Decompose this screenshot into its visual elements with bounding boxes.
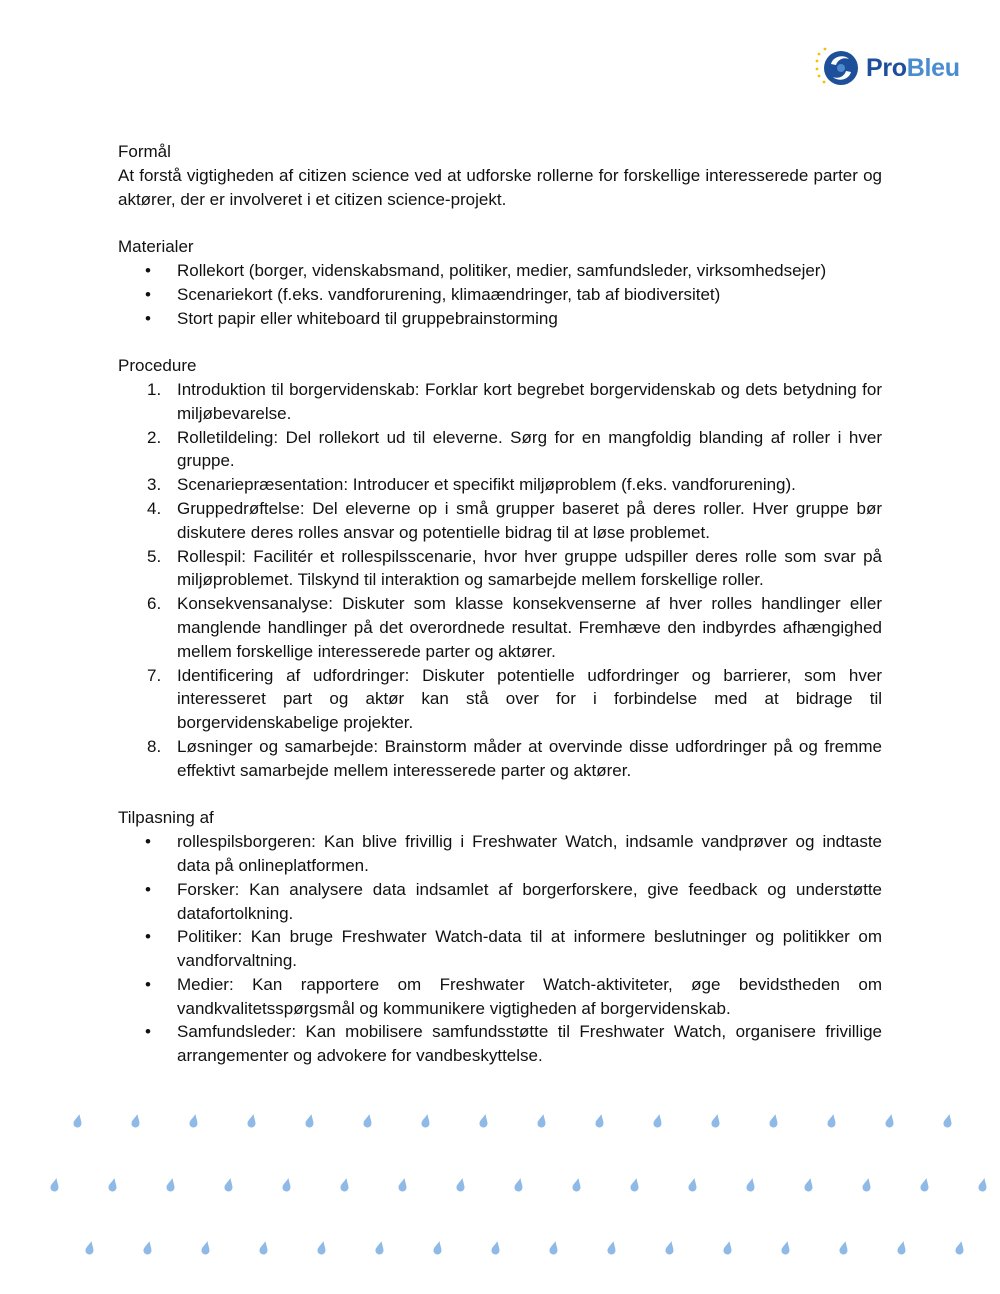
water-drop-icon: [862, 1177, 873, 1192]
list-item: [118, 378, 882, 426]
section-paragraph: At forstå vigtigheden af citizen science ved at udforske rollerne for forskellige interesserede parter og aktører, der er involveret i et citizen science-projekt.: [118, 165, 882, 209]
probleu-logo: [813, 44, 960, 92]
list-item: [118, 545, 882, 593]
list-number: 4.: [147, 498, 162, 518]
water-drop-icon: [73, 1113, 84, 1128]
water-drop-icon: [375, 1240, 386, 1255]
water-drop-icon: [955, 1240, 966, 1255]
water-drop-icon: [723, 1240, 734, 1255]
list-item: [118, 735, 882, 783]
water-drop-icon: [398, 1177, 409, 1192]
water-drop-icon: [433, 1240, 444, 1255]
list-number: 2.: [147, 427, 162, 447]
water-drop-icon: [711, 1113, 722, 1128]
list-item-text: Rollespil: Facilitér et rollespilsscenarie, hvor hver gruppe udspiller deres rolle som svar på miljøproblemet. Tilskynd til interaktion og samarbejde mellem forskellige roller.: [177, 546, 882, 590]
water-drop-icon: [572, 1177, 583, 1192]
water-drop-icon: [131, 1113, 142, 1128]
water-drop-icon: [769, 1113, 780, 1128]
bullet-list: [118, 259, 882, 330]
list-item-text: Gruppedrøftelse: Del eleverne op i små grupper baseret på deres roller. Hver gruppe bør diskutere deres rolles ansvar og potentielle bidrag til at løse problemet.: [177, 498, 882, 542]
water-drop-icon: [549, 1240, 560, 1255]
list-item-text: Identificering af udfordringer: Diskuter potentielle udfordringer og barrierer, som hver interesseret part og aktør kan stå over for i forbindelse med at bidrage til borgervidenskabelige projekter.: [177, 665, 882, 733]
water-drop-icon: [804, 1177, 815, 1192]
list-item: • rollespilsborgeren: Kan blive frivillig i Freshwater Watch, indsamle vandprøver og indtaste data på onlineplatformen.: [118, 830, 882, 878]
list-item: [118, 426, 882, 474]
list-item: • Medier: Kan rapportere om Freshwater Watch-aktiviteter, øge bevidstheden om vandkvalitetsspørgsmål og kommunikere vigtigheden af borgervidenskab.: [118, 973, 882, 1021]
list-item: • Samfundsleder: Kan mobilisere samfundsstøtte til Freshwater Watch, organisere frivillige arrangementer og advokere for vandbeskyttelse.: [118, 1020, 882, 1068]
water-drop-icon: [630, 1177, 641, 1192]
list-item: • Stort papir eller whiteboard til gruppebrainstorming: [118, 307, 882, 331]
section-heading: Tilpasning af: [118, 808, 214, 828]
water-drop-icon: [514, 1177, 525, 1192]
water-drop-icon: [50, 1177, 61, 1192]
water-drop-icon: [978, 1177, 989, 1192]
water-drop-icon: [259, 1240, 270, 1255]
water-drop-icon: [363, 1113, 374, 1128]
water-drop-icon: [479, 1113, 490, 1128]
water-drop-icon: [885, 1113, 896, 1128]
list-item: [118, 473, 882, 497]
water-drop-icon: [607, 1240, 618, 1255]
water-drop-icon: [665, 1240, 676, 1255]
water-drop-icon: [897, 1240, 908, 1255]
list-item: • Scenariekort (f.eks. vandforurening, klimaændringer, tab af biodiversitet): [118, 283, 882, 307]
list-item: • Forsker: Kan analysere data indsamlet af borgerforskere, give feedback og understøtte datafortolkning.: [118, 878, 882, 926]
water-drop-icon: [839, 1240, 850, 1255]
probleu-logo-icon: [813, 44, 861, 92]
list-number: 1.: [147, 379, 162, 399]
water-drop-icon: [491, 1240, 502, 1255]
water-drop-icon: [340, 1177, 351, 1192]
water-drop-icon: [305, 1113, 316, 1128]
list-item-text: Løsninger og samarbejde: Brainstorm måder at overvinde disse udfordringer på og fremme effektivt samarbejde mellem interesserede parter og aktører.: [177, 736, 882, 780]
section-heading: Formål: [118, 142, 171, 161]
water-drop-icon: [85, 1240, 96, 1255]
list-number: 8.: [147, 736, 162, 756]
list-item: [118, 664, 882, 735]
water-drop-icon: [143, 1240, 154, 1255]
brand-name-part1: Pro: [866, 53, 907, 82]
bullet-list: [118, 830, 882, 1068]
brand-name-part2: Bleu: [906, 53, 960, 82]
water-drop-decoration: [0, 1095, 1000, 1265]
section-formal: [118, 140, 882, 211]
list-number: 7.: [147, 665, 162, 685]
document-body: [118, 140, 882, 1092]
section-heading: Procedure: [118, 356, 197, 376]
list-item-text: Konsekvensanalyse: Diskuter som klasse konsekvenserne af hver rolles handlinger eller manglende handlinger på det overordnede resultat. Fremhæve den indbyrdes afhængighed mellem forskellige interesserede parter og aktører.: [177, 594, 882, 661]
list-item: • Politiker: Kan bruge Freshwater Watch-data til at informere beslutninger og politikker om vandforvaltning.: [118, 925, 882, 973]
water-drop-icon: [688, 1177, 699, 1192]
water-drop-icon: [201, 1240, 212, 1255]
list-number: 5.: [147, 546, 162, 566]
water-drop-icon: [943, 1113, 954, 1128]
brand-name: [866, 54, 960, 83]
water-drop-icon: [827, 1113, 838, 1128]
water-drop-icon: [421, 1113, 432, 1128]
water-drop-icon: [247, 1113, 258, 1128]
list-item: • Rollekort (borger, videnskabsmand, politiker, medier, samfundsleder, virksomhedsejer): [118, 259, 882, 283]
section-heading: Materialer: [118, 237, 194, 257]
list-item: [118, 497, 882, 545]
list-item-text: Introduktion til borgervidenskab: Forklar kort begrebet borgervidenskab og dets betydning for miljøbevarelse.: [177, 379, 882, 423]
water-drop-icon: [224, 1177, 235, 1192]
numbered-list: [118, 378, 882, 783]
list-item-text: Rolletildeling: Del rollekort ud til eleverne. Sørg for en mangfoldig blanding af roller i hver gruppe.: [177, 427, 882, 471]
water-drop-icon: [746, 1177, 757, 1192]
water-drop-icon: [166, 1177, 177, 1192]
list-item: [118, 592, 882, 663]
section-tilpasning: [118, 806, 882, 1068]
water-drop-icon: [781, 1240, 792, 1255]
water-drop-icon: [282, 1177, 293, 1192]
water-drop-icon: [108, 1177, 119, 1192]
water-drop-icon: [456, 1177, 467, 1192]
water-drop-icon: [920, 1177, 931, 1192]
list-number: 6.: [147, 594, 162, 614]
list-item-text: Scenariepræsentation: Introducer et specifikt miljøproblem (f.eks. vandforurening).: [177, 475, 796, 495]
water-drop-icon: [537, 1113, 548, 1128]
water-drop-icon: [317, 1240, 328, 1255]
water-drop-icon: [653, 1113, 664, 1128]
list-number: 3.: [147, 475, 162, 495]
water-drop-icon: [189, 1113, 200, 1128]
water-drop-icon: [595, 1113, 606, 1128]
section-materialer: [118, 235, 882, 330]
section-procedure: [118, 354, 882, 782]
